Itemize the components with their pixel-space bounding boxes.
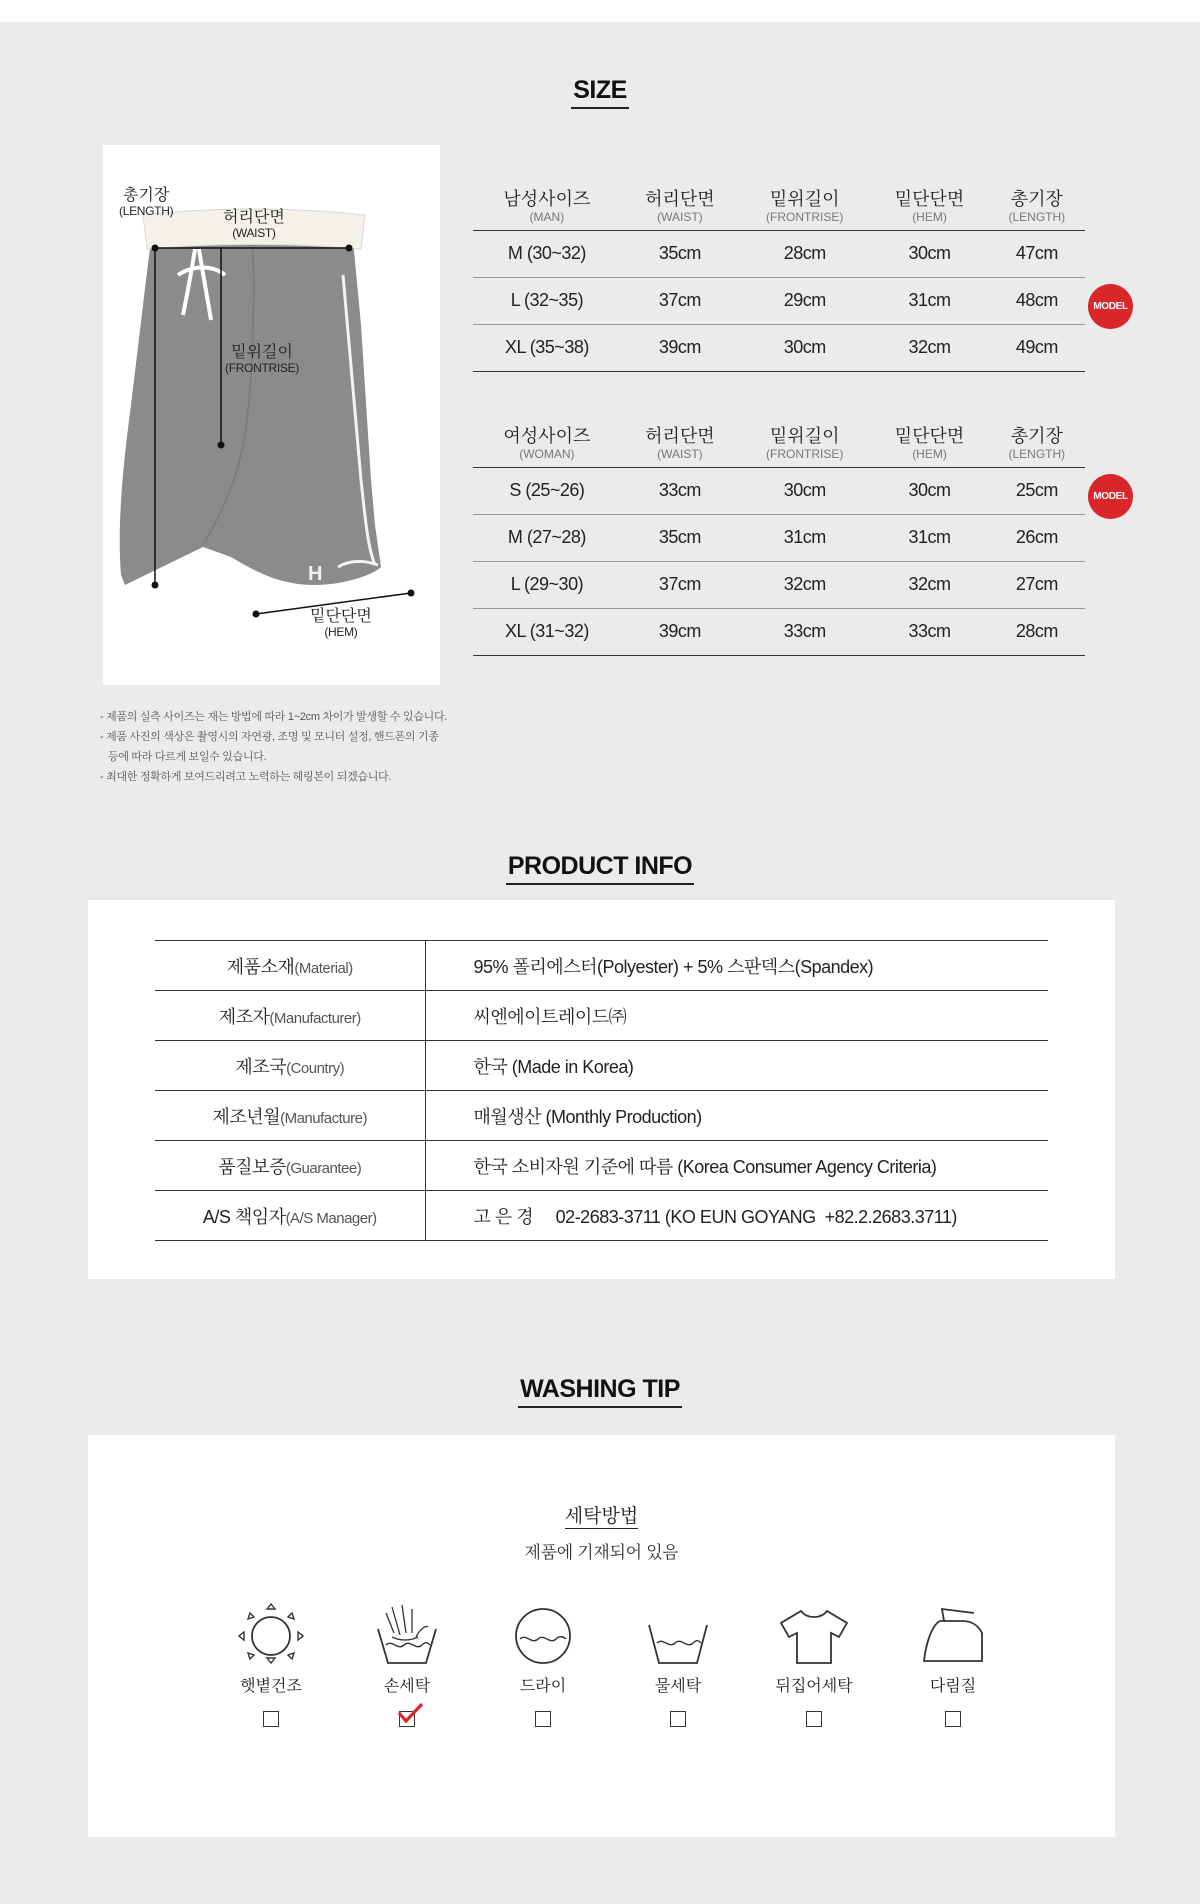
info-key <box>155 991 425 1041</box>
wash-label: 물세탁 <box>654 1678 702 1695</box>
size-cell: 31cm <box>739 514 870 561</box>
size-cell: 30cm <box>739 467 870 514</box>
table-row <box>155 1041 1048 1091</box>
size-header <box>621 422 739 467</box>
header-en: (LENGTH) <box>1008 446 1066 461</box>
size-header <box>473 422 621 467</box>
sun-icon <box>236 1603 306 1665</box>
wash-item-dry <box>488 1603 598 1727</box>
dry-clean-checkbox[interactable] <box>535 1711 551 1727</box>
top-strip <box>0 0 1200 22</box>
waist-label: 허리단면 (WAIST) <box>223 209 285 240</box>
hem-label: 밑단단면 (HEM) <box>310 608 372 639</box>
info-key <box>155 1041 425 1091</box>
shorts-diagram <box>103 145 440 685</box>
size-cell: 47cm <box>989 230 1085 277</box>
table-row <box>155 941 1048 991</box>
size-cell: 30cm <box>739 324 870 371</box>
info-key-en: (Material) <box>294 959 353 977</box>
size-cell: 39cm <box>621 324 739 371</box>
info-key-en: (A/S Manager) <box>285 1209 377 1227</box>
size-cell: 31cm <box>870 277 988 324</box>
size-header <box>473 185 621 230</box>
size-header <box>870 185 988 230</box>
header-ko: 허리단면 <box>645 189 715 210</box>
product-info-title: PRODUCT INFO <box>0 852 1200 881</box>
info-key-ko: 제조년월 <box>212 1106 281 1127</box>
size-cell: 32cm <box>739 561 870 608</box>
table-row <box>473 277 1085 324</box>
size-cell: 35cm <box>621 514 739 561</box>
info-key-en: (Guarantee) <box>285 1159 362 1177</box>
note-line: 등에 따라 다르게 보일수 있습니다. <box>108 751 267 763</box>
info-key-en: (Manufacturer) <box>269 1009 361 1027</box>
table-row <box>473 230 1085 277</box>
washing-panel <box>88 1435 1115 1837</box>
table-row <box>155 1091 1048 1141</box>
info-key-ko: 제품소재 <box>226 956 295 977</box>
men-size-table <box>473 185 1085 372</box>
women-model-badge: MODEL <box>1088 474 1133 519</box>
washing-method-title: 세탁방법 <box>564 1506 639 1527</box>
size-cell: L (32~35) <box>473 277 621 324</box>
wash-item-sun <box>216 1603 326 1727</box>
inside-out-checkbox[interactable] <box>806 1711 822 1727</box>
size-header <box>739 185 870 230</box>
table-row <box>473 514 1085 561</box>
men-model-badge: MODEL <box>1088 284 1133 329</box>
dry-icon <box>508 1603 578 1665</box>
info-key <box>155 941 425 991</box>
size-cell: 32cm <box>870 561 988 608</box>
check-icon <box>398 1703 424 1725</box>
header-en: (MAN) <box>529 209 565 224</box>
info-key-en: (Manufacture) <box>280 1109 367 1127</box>
note-line: - 최대한 정확하게 보여드리려고 노력하는 헤링본이 되겠습니다. <box>100 771 392 783</box>
washing-note: 제품에 기재되어 있음 <box>524 1543 679 1562</box>
wash-label: 뒤집어세탁 <box>775 1678 853 1695</box>
size-cell: 26cm <box>989 514 1085 561</box>
size-cell: S (25~26) <box>473 467 621 514</box>
women-size-table <box>473 422 1085 656</box>
info-value: 씨엔에이트레이드㈜ <box>425 991 1048 1041</box>
size-cell: L (29~30) <box>473 561 621 608</box>
size-cell: 49cm <box>989 324 1085 371</box>
header-ko: 여성사이즈 <box>503 426 591 447</box>
size-cell: 37cm <box>621 277 739 324</box>
size-cell: 29cm <box>739 277 870 324</box>
info-key-ko: A/S 책임자 <box>202 1206 286 1227</box>
size-cell: 33cm <box>739 608 870 655</box>
info-key-ko: 제조자 <box>218 1006 270 1027</box>
table-row <box>155 1191 1048 1241</box>
info-value: 매월생산 (Monthly Production) <box>425 1091 1048 1141</box>
header-en: (LENGTH) <box>1008 209 1066 224</box>
size-cell: 32cm <box>870 324 988 371</box>
size-cell: 31cm <box>870 514 988 561</box>
size-header <box>989 422 1085 467</box>
header-ko: 허리단면 <box>645 426 715 447</box>
size-cell: 33cm <box>870 608 988 655</box>
size-cell: XL (31~32) <box>473 608 621 655</box>
iron-icon <box>918 1603 988 1665</box>
header-en: (FRONTRISE) <box>766 446 844 461</box>
size-cell: 33cm <box>621 467 739 514</box>
wash-label: 다림질 <box>929 1678 977 1695</box>
size-cell: 28cm <box>989 608 1085 655</box>
water-wash-icon <box>643 1603 713 1665</box>
size-cell: 30cm <box>870 467 988 514</box>
table-row <box>473 608 1085 655</box>
info-value: 한국 (Made in Korea) <box>425 1041 1048 1091</box>
size-cell: 35cm <box>621 230 739 277</box>
size-header <box>739 422 870 467</box>
note-line: - 제품 사진의 색상은 촬영시의 자연광, 조명 및 모니터 설정, 핸드폰의 기종 <box>100 731 439 743</box>
size-cell: 39cm <box>621 608 739 655</box>
size-section-title: SIZE <box>0 76 1200 105</box>
product-info-panel <box>88 900 1115 1279</box>
size-cell: XL (35~38) <box>473 324 621 371</box>
header-en: (WAIST) <box>657 446 703 461</box>
info-value: 고 은 경 02-2683-3711 (KO EUN GOYANG +82.2.2683.3711) <box>425 1191 1048 1241</box>
size-notes <box>100 707 447 787</box>
table-row <box>473 561 1085 608</box>
table-row <box>155 991 1048 1041</box>
size-cell: 28cm <box>739 230 870 277</box>
header-en: (FRONTRISE) <box>766 209 844 224</box>
sun-dry-checkbox[interactable] <box>263 1711 279 1727</box>
size-cell: 30cm <box>870 230 988 277</box>
washing-tip-title: WASHING TIP <box>0 1375 1200 1404</box>
size-header <box>870 422 988 467</box>
size-header <box>989 185 1085 230</box>
info-value: 한국 소비자원 기준에 따름 (Korea Consumer Agency Criteria) <box>425 1141 1048 1191</box>
inside-out-icon <box>777 1603 851 1665</box>
header-ko: 남성사이즈 <box>503 189 591 210</box>
iron-checkbox[interactable] <box>945 1711 961 1727</box>
header-en: (HEM) <box>912 446 947 461</box>
wash-label: 햇볕건조 <box>240 1678 302 1695</box>
header-ko: 밑위길이 <box>769 189 840 210</box>
table-row <box>155 1141 1048 1191</box>
wash-item-inside-out <box>759 1603 869 1727</box>
size-cell: M (27~28) <box>473 514 621 561</box>
header-en: (WAIST) <box>657 209 703 224</box>
size-cell: 37cm <box>621 561 739 608</box>
header-ko: 밑위길이 <box>769 426 840 447</box>
svg-text:H: H <box>308 563 323 585</box>
wash-label: 드라이 <box>519 1678 567 1695</box>
note-line: - 제품의 실측 사이즈는 재는 방법에 따라 1~2cm 차이가 발생할 수 있습니다. <box>100 711 448 723</box>
size-header <box>621 185 739 230</box>
header-ko: 총기장 <box>1010 189 1063 210</box>
size-cell: 27cm <box>989 561 1085 608</box>
info-value: 95% 폴리에스터(Polyester) + 5% 스판덱스(Spandex) <box>425 941 1048 991</box>
hand-wash-icon <box>372 1603 442 1665</box>
wash-item-water <box>623 1603 733 1727</box>
size-cell: 25cm <box>989 467 1085 514</box>
info-key <box>155 1191 425 1241</box>
header-ko: 총기장 <box>1010 426 1063 447</box>
size-cell: M (30~32) <box>473 230 621 277</box>
info-key-en: (Country) <box>286 1059 345 1077</box>
table-row <box>473 324 1085 371</box>
table-row <box>473 467 1085 514</box>
info-key <box>155 1141 425 1191</box>
header-ko: 밑단단면 <box>894 426 965 447</box>
frontrise-label: 밑위길이 (FRONTRISE) <box>225 344 300 375</box>
info-key-ko: 제조국 <box>235 1056 287 1077</box>
info-key <box>155 1091 425 1141</box>
length-label: 총기장 (LENGTH) <box>119 187 174 218</box>
wash-label: 손세탁 <box>383 1678 431 1695</box>
info-key-ko: 품질보증 <box>218 1156 286 1177</box>
wash-item-iron <box>898 1603 1008 1727</box>
hand-wash-checkbox[interactable] <box>399 1711 415 1727</box>
header-ko: 밑단단면 <box>894 189 965 210</box>
size-cell: 48cm <box>989 277 1085 324</box>
wash-item-hand <box>352 1603 462 1727</box>
product-info-table <box>155 940 1048 1241</box>
header-en: (WOMAN) <box>519 446 575 461</box>
header-en: (HEM) <box>912 209 947 224</box>
water-wash-checkbox[interactable] <box>670 1711 686 1727</box>
